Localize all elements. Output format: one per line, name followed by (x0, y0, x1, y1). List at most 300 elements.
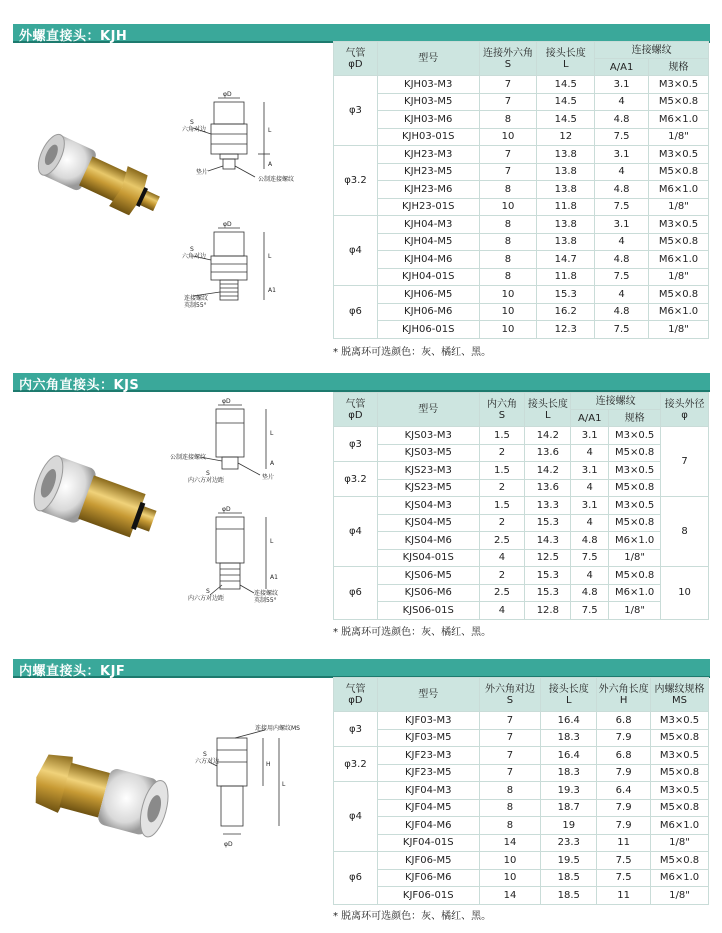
s-cell: 1.5 (479, 497, 525, 515)
table-row (334, 444, 709, 462)
l-cell: 19.3 (541, 782, 597, 800)
model-cell: KJS04-M3 (377, 497, 479, 515)
kjs-label-a: A (270, 460, 275, 467)
kjs-col-d: 气管 φD (334, 393, 378, 427)
kjh-label-l2: L (268, 253, 272, 260)
l-cell: 16.4 (541, 747, 597, 765)
kjh-col-model: 型号 (377, 42, 479, 76)
spec-cell: M5×0.8 (649, 233, 709, 251)
h-cell: 7.5 (597, 852, 651, 870)
s-cell: 8 (479, 181, 537, 199)
l-cell: 14.2 (525, 427, 571, 445)
ms-cell: M5×0.8 (651, 799, 709, 817)
l-cell: 15.3 (525, 584, 571, 602)
l-cell: 14.5 (537, 93, 595, 111)
a-cell: 4.8 (571, 532, 609, 550)
l-cell: 14.5 (537, 76, 595, 94)
s-cell: 14 (479, 887, 541, 905)
kjs-col-model: 型号 (377, 393, 479, 427)
tube-diameter-cell: φ3.2 (334, 747, 378, 782)
kjf-product-photo (28, 740, 178, 850)
kjh-label-a1: A1 (268, 287, 276, 294)
model-cell: KJS06-01S (377, 602, 479, 620)
a-cell: 4 (571, 514, 609, 532)
kjf-label-ms: 连接用内螺纹MS (255, 725, 300, 732)
s-cell: 10 (479, 128, 537, 146)
spec-cell: M6×1.0 (609, 532, 661, 550)
kjh-label-hex: 六角对边 (182, 126, 207, 133)
l-cell: 23.3 (541, 834, 597, 852)
table-row (334, 76, 709, 94)
tube-diameter-cell: φ6 (334, 567, 378, 620)
l-cell: 13.8 (537, 146, 595, 164)
l-cell: 12.5 (525, 549, 571, 567)
table-row (334, 549, 709, 567)
kjh-label-thread: 公制连接螺纹 (258, 176, 295, 183)
kjf-col-d: 气管 φD (334, 678, 378, 712)
a-cell: 4 (571, 567, 609, 585)
s-cell: 8 (479, 268, 537, 286)
ms-cell: M3×0.5 (651, 712, 709, 730)
s-cell: 7 (479, 747, 541, 765)
s-cell: 10 (479, 198, 537, 216)
l-cell: 14.3 (525, 532, 571, 550)
l-cell: 18.3 (541, 764, 597, 782)
kjs-label-d2: φD (222, 506, 231, 513)
l-cell: 18.5 (541, 887, 597, 905)
l-cell: 15.3 (525, 567, 571, 585)
spec-cell: M3×0.5 (649, 216, 709, 234)
model-cell: KJS06-M5 (377, 567, 479, 585)
h-cell: 6.8 (597, 747, 651, 765)
spec-cell: M5×0.8 (649, 286, 709, 304)
l-cell: 13.8 (537, 181, 595, 199)
tube-diameter-cell: φ4 (334, 497, 378, 567)
kjs-product-photo (30, 450, 165, 555)
l-cell: 13.6 (525, 444, 571, 462)
kjf-label-l: L (282, 781, 286, 788)
ms-cell: M5×0.8 (651, 729, 709, 747)
l-cell: 13.3 (525, 497, 571, 515)
kjh-col-a: A/A1 (595, 59, 649, 76)
model-cell: KJH06-M6 (377, 303, 479, 321)
s-cell: 14 (479, 834, 541, 852)
a-cell: 4 (571, 444, 609, 462)
kjs-label-thread3: 英制55° (254, 597, 277, 604)
a-cell: 3.1 (595, 216, 649, 234)
kjh-label-hex2: 六角对边 (182, 253, 207, 260)
kjf-label-hex: 六方对边 (195, 758, 220, 765)
a-cell: 7.5 (595, 321, 649, 339)
model-cell: KJS04-M6 (377, 532, 479, 550)
model-cell: KJH06-01S (377, 321, 479, 339)
ms-cell: M5×0.8 (651, 852, 709, 870)
table-row (334, 764, 709, 782)
table-row (334, 782, 709, 800)
s-cell: 8 (479, 782, 541, 800)
kjf-col-h: 外六角长度 H (597, 678, 651, 712)
s-cell: 10 (479, 852, 541, 870)
spec-cell: 1/8" (649, 268, 709, 286)
a-cell: 3.1 (571, 497, 609, 515)
table-row (334, 567, 709, 585)
model-cell: KJS03-M3 (377, 427, 479, 445)
model-cell: KJF23-M3 (377, 747, 479, 765)
spec-cell: M3×0.5 (609, 497, 661, 515)
kjh-label-a: A (268, 161, 273, 168)
s-cell: 10 (479, 303, 537, 321)
tube-diameter-cell: φ3.2 (334, 146, 378, 216)
model-cell: KJF04-M5 (377, 799, 479, 817)
tube-diameter-cell: φ4 (334, 782, 378, 852)
table-row (334, 584, 709, 602)
model-cell: KJH03-M3 (377, 76, 479, 94)
l-cell: 13.8 (537, 163, 595, 181)
spec-cell: 1/8" (609, 549, 661, 567)
a-cell: 3.1 (595, 76, 649, 94)
l-cell: 16.4 (541, 712, 597, 730)
s-cell: 7 (479, 764, 541, 782)
l-cell: 18.7 (541, 799, 597, 817)
spec-cell: M3×0.5 (649, 76, 709, 94)
model-cell: KJH23-01S (377, 198, 479, 216)
spec-cell: M5×0.8 (609, 444, 661, 462)
table-row (334, 869, 709, 887)
kjs-col-spec: 规格 (609, 410, 661, 427)
h-cell: 6.8 (597, 712, 651, 730)
s-cell: 10 (479, 869, 541, 887)
table-row (334, 799, 709, 817)
spec-cell: M5×0.8 (609, 514, 661, 532)
model-cell: KJH04-M6 (377, 251, 479, 269)
spec-cell: 1/8" (649, 198, 709, 216)
l-cell: 12 (537, 128, 595, 146)
table-row (334, 251, 709, 269)
kjs-label-d: φD (222, 398, 231, 405)
kjh-col-s: 连接外六角 S (479, 42, 537, 76)
l-cell: 14.7 (537, 251, 595, 269)
kjh-label-d2: φD (223, 221, 232, 228)
kjh-title: 外螺直接头：KJH (19, 29, 128, 44)
ms-cell: M5×0.8 (651, 764, 709, 782)
table-row (334, 602, 709, 620)
model-cell: KJH03-M5 (377, 93, 479, 111)
spec-cell: M6×1.0 (649, 181, 709, 199)
s-cell: 10 (479, 321, 537, 339)
ms-cell: M6×1.0 (651, 817, 709, 835)
h-cell: 7.5 (597, 869, 651, 887)
a-cell: 4.8 (595, 251, 649, 269)
kjh-dimension-drawing (178, 88, 328, 318)
kjh-label-s: S (190, 119, 194, 126)
spec-cell: M3×0.5 (649, 146, 709, 164)
kjs-label-thread: 公制连接螺纹 (170, 454, 207, 461)
spec-cell: M3×0.5 (609, 427, 661, 445)
kjf-label-h: H (266, 761, 271, 768)
model-cell: KJH06-M5 (377, 286, 479, 304)
s-cell: 8 (479, 251, 537, 269)
kjf-note: * 脱离环可选颜色：灰、橘红、黑。 (333, 911, 492, 922)
a-cell: 3.1 (595, 146, 649, 164)
kjs-label-l: L (270, 430, 274, 437)
l-cell: 13.8 (537, 233, 595, 251)
tube-diameter-cell: φ3 (334, 712, 378, 747)
a-cell: 4 (595, 233, 649, 251)
kjs-title: 内六角直接头：KJS (19, 378, 140, 393)
ms-cell: M6×1.0 (651, 869, 709, 887)
table-row (334, 198, 709, 216)
s-cell: 8 (479, 216, 537, 234)
l-cell: 13.6 (525, 479, 571, 497)
s-cell: 10 (479, 286, 537, 304)
spec-cell: M5×0.8 (609, 479, 661, 497)
h-cell: 11 (597, 834, 651, 852)
spec-cell: M6×1.0 (649, 251, 709, 269)
l-cell: 19.5 (541, 852, 597, 870)
table-row (334, 233, 709, 251)
table-row (334, 286, 709, 304)
kjs-col-a: A/A1 (571, 410, 609, 427)
s-cell: 7 (479, 163, 537, 181)
model-cell: KJF23-M5 (377, 764, 479, 782)
s-cell: 2 (479, 514, 525, 532)
s-cell: 7 (479, 76, 537, 94)
kjs-col-od: 接头外径 φ (661, 393, 709, 427)
table-row (334, 712, 709, 730)
spec-cell: M5×0.8 (609, 567, 661, 585)
model-cell: KJS03-M5 (377, 444, 479, 462)
tube-diameter-cell: φ3 (334, 76, 378, 146)
a-cell: 7.5 (571, 549, 609, 567)
kjs-col-thread: 连接螺纹 (571, 393, 661, 410)
kjs-label-thread2: 连接螺纹 (254, 590, 279, 597)
spec-cell: M6×1.0 (609, 584, 661, 602)
s-cell: 8 (479, 111, 537, 129)
spec-cell: M6×1.0 (649, 111, 709, 129)
spec-cell: M5×0.8 (649, 93, 709, 111)
kjh-label-washer: 垫片 (196, 169, 209, 176)
s-cell: 7 (479, 146, 537, 164)
outer-diameter-cell: 7 (661, 427, 709, 497)
spec-cell: M6×1.0 (649, 303, 709, 321)
l-cell: 18.3 (541, 729, 597, 747)
s-cell: 7 (479, 712, 541, 730)
s-cell: 1.5 (479, 427, 525, 445)
l-cell: 11.8 (537, 268, 595, 286)
tube-diameter-cell: φ6 (334, 852, 378, 905)
s-cell: 4 (479, 549, 525, 567)
l-cell: 12.8 (525, 602, 571, 620)
tube-diameter-cell: φ3.2 (334, 462, 378, 497)
model-cell: KJH03-01S (377, 128, 479, 146)
tube-diameter-cell: φ6 (334, 286, 378, 339)
table-row (334, 216, 709, 234)
kjf-col-l: 接头长度 L (541, 678, 597, 712)
outer-diameter-cell: 8 (661, 497, 709, 567)
kjs-dimension-drawing (170, 395, 330, 615)
spec-cell: 1/8" (609, 602, 661, 620)
kjs-col-l: 接头长度 L (525, 393, 571, 427)
table-row (334, 321, 709, 339)
kjf-label-s: S (203, 751, 207, 758)
a-cell: 4 (595, 93, 649, 111)
a-cell: 3.1 (571, 427, 609, 445)
l-cell: 14.2 (525, 462, 571, 480)
kjs-label-washer: 垫片 (262, 474, 275, 481)
h-cell: 7.9 (597, 729, 651, 747)
model-cell: KJH23-M6 (377, 181, 479, 199)
table-row (334, 729, 709, 747)
kjh-label-s2: S (190, 246, 194, 253)
model-cell: KJF04-M6 (377, 817, 479, 835)
model-cell: KJS23-M5 (377, 479, 479, 497)
s-cell: 2 (479, 567, 525, 585)
kjs-spec-table (333, 392, 709, 620)
kjf-col-model: 型号 (377, 678, 479, 712)
s-cell: 7 (479, 729, 541, 747)
spec-cell: 1/8" (649, 128, 709, 146)
h-cell: 7.9 (597, 817, 651, 835)
kjh-label-d: φD (223, 91, 232, 98)
kjh-col-d: 气管 φD (334, 42, 378, 76)
kjh-col-l: 接头长度 L (537, 42, 595, 76)
table-row (334, 462, 709, 480)
model-cell: KJF04-M3 (377, 782, 479, 800)
s-cell: 2 (479, 479, 525, 497)
kjs-label-l2: L (270, 538, 274, 545)
table-row (334, 268, 709, 286)
table-row (334, 747, 709, 765)
s-cell: 8 (479, 799, 541, 817)
model-cell: KJH04-M5 (377, 233, 479, 251)
model-cell: KJH04-M3 (377, 216, 479, 234)
model-cell: KJF04-01S (377, 834, 479, 852)
kjh-label-thread2: 连接螺纹 (184, 295, 209, 302)
kjh-spec-table (333, 41, 709, 339)
a-cell: 4.8 (571, 584, 609, 602)
s-cell: 4 (479, 602, 525, 620)
kjh-note: * 脱离环可选颜色：灰、橘红、黑。 (333, 347, 492, 358)
a-cell: 4.8 (595, 111, 649, 129)
model-cell: KJF06-01S (377, 887, 479, 905)
kjh-label-l: L (268, 127, 272, 134)
l-cell: 18.5 (541, 869, 597, 887)
h-cell: 7.9 (597, 799, 651, 817)
ms-cell: 1/8" (651, 887, 709, 905)
model-cell: KJH23-M5 (377, 163, 479, 181)
kjs-col-s: 内六角 S (479, 393, 525, 427)
kjf-col-ms: 内螺纹规格 MS (651, 678, 709, 712)
a-cell: 7.5 (595, 198, 649, 216)
tube-diameter-cell: φ4 (334, 216, 378, 286)
spec-cell: 1/8" (649, 321, 709, 339)
spec-cell: M5×0.8 (649, 163, 709, 181)
l-cell: 16.2 (537, 303, 595, 321)
s-cell: 2 (479, 444, 525, 462)
table-row (334, 532, 709, 550)
table-row (334, 887, 709, 905)
s-cell: 1.5 (479, 462, 525, 480)
model-cell: KJS06-M6 (377, 584, 479, 602)
model-cell: KJH23-M3 (377, 146, 479, 164)
kjh-col-spec: 规格 (649, 59, 709, 76)
model-cell: KJH03-M6 (377, 111, 479, 129)
kjf-spec-table (333, 677, 709, 905)
kjs-note: * 脱离环可选颜色：灰、橘红、黑。 (333, 627, 492, 638)
table-row (334, 181, 709, 199)
kjf-section-header (13, 659, 710, 678)
kjh-label-thread3: 英制55° (184, 302, 207, 309)
kjh-product-photo (30, 128, 170, 238)
outer-diameter-cell: 10 (661, 567, 709, 620)
model-cell: KJF03-M3 (377, 712, 479, 730)
kjs-section-header (13, 373, 710, 392)
ms-cell: M3×0.5 (651, 747, 709, 765)
l-cell: 13.8 (537, 216, 595, 234)
table-row (334, 111, 709, 129)
a-cell: 4.8 (595, 303, 649, 321)
a-cell: 4 (571, 479, 609, 497)
kjf-dimension-drawing (195, 722, 330, 857)
model-cell: KJF06-M5 (377, 852, 479, 870)
table-row (334, 146, 709, 164)
kjs-label-s2: S (206, 588, 210, 595)
ms-cell: 1/8" (651, 834, 709, 852)
kjs-label-a1: A1 (270, 574, 278, 581)
l-cell: 15.3 (537, 286, 595, 304)
l-cell: 11.8 (537, 198, 595, 216)
kjs-label-hex: 内六方对边距 (188, 477, 225, 484)
s-cell: 8 (479, 233, 537, 251)
a-cell: 4 (595, 163, 649, 181)
model-cell: KJF06-M6 (377, 869, 479, 887)
s-cell: 8 (479, 817, 541, 835)
table-row (334, 817, 709, 835)
table-row (334, 479, 709, 497)
table-row (334, 303, 709, 321)
kjh-col-thread: 连接螺纹 (595, 42, 709, 59)
tube-diameter-cell: φ3 (334, 427, 378, 462)
a-cell: 4.8 (595, 181, 649, 199)
h-cell: 11 (597, 887, 651, 905)
l-cell: 15.3 (525, 514, 571, 532)
a-cell: 7.5 (571, 602, 609, 620)
l-cell: 14.5 (537, 111, 595, 129)
model-cell: KJF03-M5 (377, 729, 479, 747)
table-row (334, 852, 709, 870)
model-cell: KJS04-M5 (377, 514, 479, 532)
a-cell: 4 (595, 286, 649, 304)
table-row (334, 514, 709, 532)
table-row (334, 427, 709, 445)
a-cell: 3.1 (571, 462, 609, 480)
table-row (334, 834, 709, 852)
s-cell: 2.5 (479, 532, 525, 550)
kjs-label-hex2: 内六方对边距 (188, 595, 225, 602)
kjs-label-s: S (206, 470, 210, 477)
s-cell: 7 (479, 93, 537, 111)
ms-cell: M3×0.5 (651, 782, 709, 800)
spec-cell: M3×0.5 (609, 462, 661, 480)
kjf-col-s: 外六角对边 S (479, 678, 541, 712)
h-cell: 6.4 (597, 782, 651, 800)
kjf-label-d: φD (224, 841, 233, 848)
model-cell: KJH04-01S (377, 268, 479, 286)
l-cell: 12.3 (537, 321, 595, 339)
table-row (334, 497, 709, 515)
a-cell: 7.5 (595, 268, 649, 286)
table-row (334, 128, 709, 146)
